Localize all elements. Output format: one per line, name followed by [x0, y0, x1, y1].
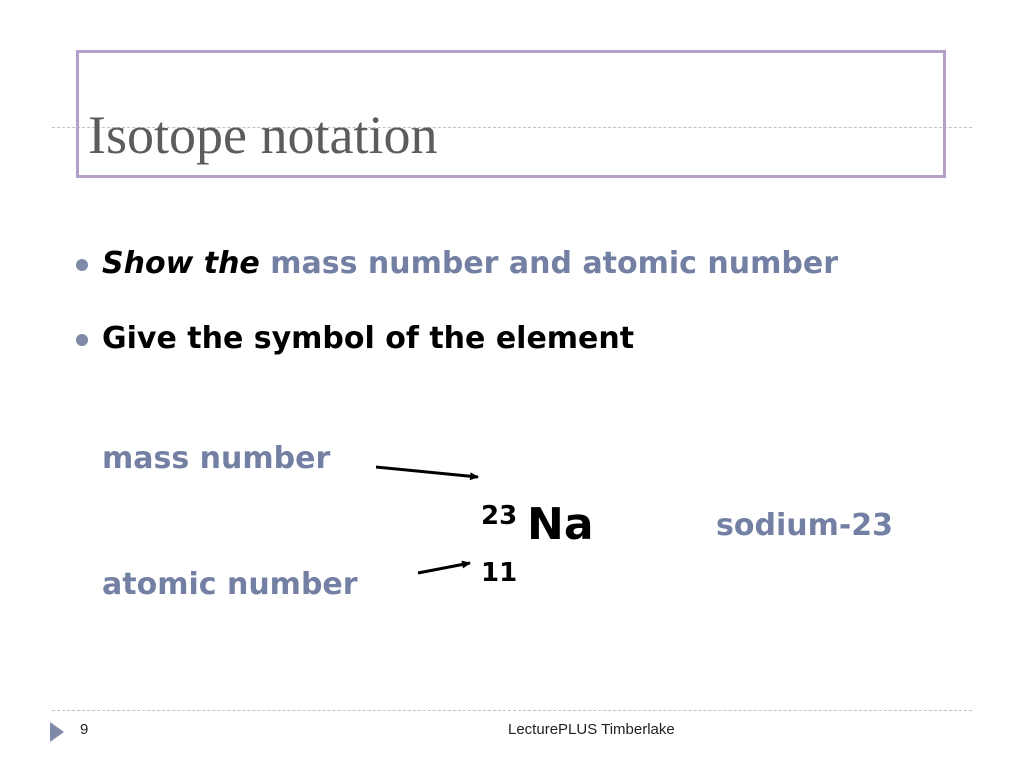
atomic-number-label: atomic number	[102, 567, 358, 602]
mass-number-value: 23	[481, 501, 518, 531]
play-triangle-icon	[50, 722, 64, 742]
bullet-1-rest: mass number and atomic number	[259, 246, 838, 281]
element-symbol: Na	[527, 499, 594, 550]
bullet-1-emphasis: Show the	[102, 246, 260, 281]
atomic-number-value: 11	[481, 558, 518, 588]
bottom-dashed-divider	[52, 710, 972, 711]
slide-title: Isotope notation	[88, 105, 438, 165]
mass-number-label: mass number	[102, 441, 331, 476]
atomic-arrow-icon	[418, 563, 470, 573]
mass-arrow-icon	[376, 467, 478, 477]
footer-credit: LecturePLUS Timberlake	[508, 721, 675, 738]
isotope-name: sodium-23	[716, 508, 894, 543]
page-number: 9	[80, 721, 89, 738]
bullet-item-2: Give the symbol of the element	[102, 321, 635, 356]
